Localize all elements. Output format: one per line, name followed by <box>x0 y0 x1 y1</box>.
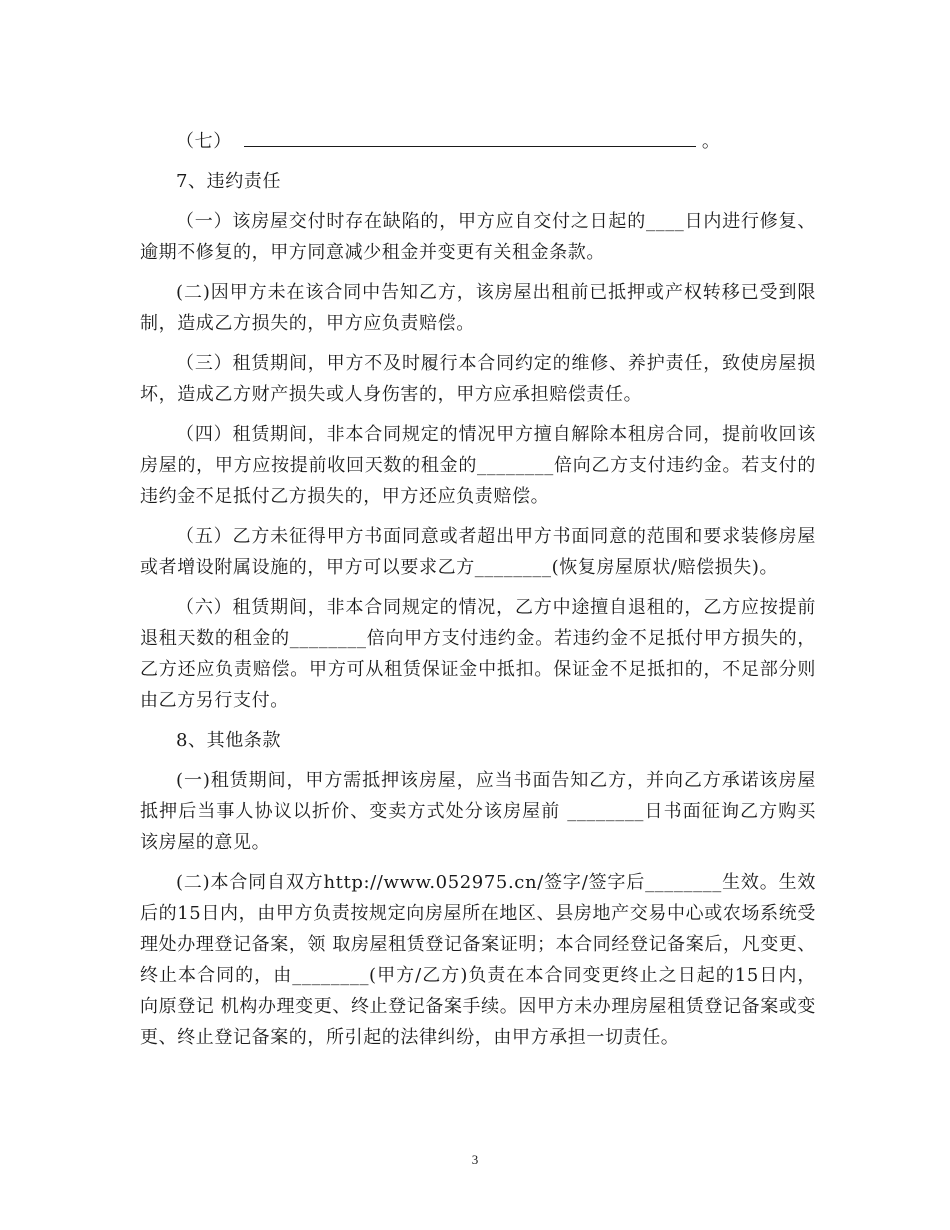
item-seven-line <box>140 126 816 157</box>
clause-breach-6: （六）租赁期间，非本合同规定的情况，乙方中途擅自退租的，乙方应按提前退租天数的租金的________倍向甲方支付违约金。若违约金不足抵付甲方损失的，乙方还应负责赔偿。甲方可从租赁保证金中抵扣。保证金不足抵扣的，不足部分则由乙方另行支付。 <box>140 597 816 711</box>
page-number: 3 <box>471 1152 479 1167</box>
clause-breach-5: （五）乙方未征得甲方书面同意或者超出甲方书面同意的范围和要求装修房屋或者增设附属设施的，甲方可以要求乙方________(恢复房屋原状/赔偿损失)。 <box>140 526 816 578</box>
fill-in-blank-line <box>244 128 696 147</box>
clause-other-2: (二)本合同自双方http://www.052975.cn/签字/签字后________生效。生效后的15日内，由甲方负责按规定向房屋所在地区、县房地产交易中心或农场系统受理处办理登记备案，领 取房屋租赁登记备案证明；本合同经登记备案后，凡变更、终止本合同的，由________(甲方/乙方)负责在本合同变更终止之日起的15日内，向原登记 机构办理变更、终止登记备案手续。因甲方未办理房屋租赁登记备案或变更、终止登记备案的，所引起的法律纠纷，由甲方承担一切责任。 <box>140 872 816 1048</box>
clause-breach-1: （一）该房屋交付时存在缺陷的，甲方应自交付之日起的____日内进行修复、逾期不修复的，甲方同意减少租金并变更有关租金条款。 <box>140 211 816 263</box>
section-heading-other: 8、其他条款 <box>176 730 282 751</box>
document-body <box>140 126 816 1062</box>
section-heading-breach: 7、违约责任 <box>176 171 282 192</box>
clause-other-1: (一)租赁期间，甲方需抵押该房屋，应当书面告知乙方，并向乙方承诺该房屋抵押后当事人协议以折价、变卖方式处分该房屋前 ________日书面征询乙方购买该房屋的意见。 <box>140 770 816 853</box>
item-seven-end: 。 <box>701 131 721 152</box>
clause-breach-3: （三）租赁期间，甲方不及时履行本合同约定的维修、养护责任，致使房屋损坏，造成乙方财产损失或人身伤害的，甲方应承担赔偿责任。 <box>140 353 816 405</box>
clause-breach-2: (二)因甲方未在该合同中告知乙方，该房屋出租前已抵押或产权转移已受到限制，造成乙方损失的，甲方应负责赔偿。 <box>140 282 816 334</box>
item-seven-label: （七） <box>176 131 232 152</box>
clause-breach-4: （四）租赁期间，非本合同规定的情况甲方擅自解除本租房合同，提前收回该房屋的，甲方应按提前收回天数的租金的________倍向乙方支付违约金。若支付的违约金不足抵付乙方损失的，甲方还应负责赔偿。 <box>140 424 816 507</box>
